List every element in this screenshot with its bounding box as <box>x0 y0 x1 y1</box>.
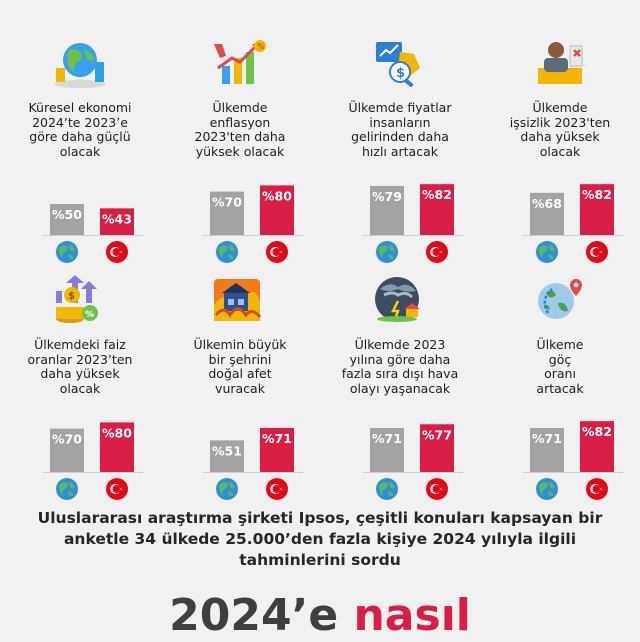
world-globe-icon <box>216 478 238 500</box>
indicator-label-line: Küresel ekonomi <box>28 100 132 115</box>
extreme-weather-icon <box>370 275 430 325</box>
indicator-label <box>5 101 155 159</box>
headline-question: nasıl <box>353 590 471 641</box>
world-globe-icon <box>376 241 398 263</box>
world-value-label: %50 <box>52 207 82 222</box>
indicator-label-line: hızlı artacak <box>361 143 438 159</box>
world-globe-icon <box>376 478 398 500</box>
turkey-flag-icon <box>266 241 288 263</box>
indicator-label-line: Ülkemde fiyatlar <box>348 100 452 115</box>
natural-disaster-icon <box>210 275 270 325</box>
turkey-value-label: %82 <box>582 424 612 440</box>
svg-text:$: $ <box>68 291 75 302</box>
turkey-flag-icon <box>426 241 448 263</box>
indicator-label <box>5 338 155 396</box>
indicator-label-line: Ülkemde <box>212 100 268 115</box>
bar-pair <box>485 422 635 472</box>
indicator-label-line: artacak <box>536 380 584 396</box>
world-globe-icon <box>56 478 78 500</box>
indicator-label-line: enflasyon <box>209 114 271 130</box>
turkey-value-label: %82 <box>582 187 612 203</box>
turkey-flag-icon <box>586 478 608 500</box>
world-value-label: %70 <box>212 194 242 210</box>
svg-text:$: $ <box>396 66 406 81</box>
world-value-label: %68 <box>532 195 562 211</box>
indicator-label-line: oranlar 2023’ten <box>27 351 133 367</box>
rising-prices-icon <box>370 38 430 88</box>
turkey-value-label: %71 <box>262 430 292 446</box>
indicator-label <box>325 338 475 396</box>
turkey-flag-icon <box>266 478 288 500</box>
indicator-label-line: olayı yaşanacak <box>349 380 451 396</box>
indicator-label-line: yüksek olacak <box>195 143 285 159</box>
world-value-label: %70 <box>52 431 82 447</box>
indicator-label <box>165 101 315 159</box>
world-value-label: %79 <box>372 189 402 205</box>
bar-pair <box>5 422 155 472</box>
inflation-chart-icon <box>210 38 270 88</box>
turkey-value-label: %43 <box>102 211 132 227</box>
turkey-flag-icon <box>106 241 128 263</box>
turkey-flag-icon <box>586 241 608 263</box>
indicator-label <box>165 338 315 396</box>
migration-icon <box>530 275 590 325</box>
indicator-label <box>485 338 635 396</box>
world-globe-icon <box>536 241 558 263</box>
indicator-label-line: olacak <box>59 380 101 396</box>
indicator-label-line: Ülkeme <box>536 337 584 352</box>
indicator-label-line: 2024’te 2023’e <box>32 114 128 130</box>
headline-year: 2024’e <box>169 590 354 641</box>
indicator-label-line: işsizlik 2023'ten <box>509 114 611 130</box>
indicator-label-line: doğal afet <box>208 366 272 381</box>
bar-pair <box>5 185 155 235</box>
indicator-label-line: daha yüksek <box>520 129 600 144</box>
globe-growth-icon <box>50 38 110 88</box>
indicator-label <box>325 101 475 159</box>
world-globe-icon <box>216 241 238 263</box>
bar-pair <box>165 185 315 235</box>
indicator-label-line: vuracak <box>215 380 265 396</box>
indicator-label-line: olacak <box>539 143 581 159</box>
svg-text:%: % <box>257 42 265 51</box>
bar-pair <box>485 185 635 235</box>
turkey-value-label: %80 <box>262 188 292 204</box>
turkey-flag-icon <box>106 478 128 500</box>
indicator-label-line: göç <box>548 351 572 367</box>
indicator-label-line: göre daha güçlü <box>29 129 131 144</box>
indicator-label-line: oranı <box>544 366 576 381</box>
survey-caption: Uluslararası araştırma şirketi Ipsos, çeşitli konuları kapsayan bir anketle 34 ülkede 25.000’den fazla kişiye 2024 yılıyla ilgili tahminlerini sordu <box>37 509 603 569</box>
interest-rate-icon <box>50 275 110 325</box>
indicator-label-line: Ülkemde 2023 <box>354 337 446 352</box>
world-value-label: %51 <box>212 443 242 459</box>
turkey-flag-icon <box>426 478 448 500</box>
unemployment-icon <box>530 38 590 88</box>
bar-pair <box>325 185 475 235</box>
indicator-label-line: daha yüksek <box>40 366 120 381</box>
world-value-label: %71 <box>532 430 562 446</box>
turkey-value-label: %77 <box>422 427 452 443</box>
indicator-label-line: fazla sıra dışı hava <box>341 366 459 381</box>
bar-pair <box>325 422 475 472</box>
indicator-label-line: gelirinden daha <box>351 129 449 144</box>
svg-text:%: % <box>85 310 95 320</box>
indicator-label-line: 2023'ten daha <box>194 129 286 144</box>
indicator-label-line: Ülkemde <box>532 100 588 115</box>
indicator-label-line: olacak <box>59 143 101 159</box>
indicator-label-line: yılına göre daha <box>349 351 451 367</box>
indicator-label-line: insanların <box>369 114 431 130</box>
world-globe-icon <box>56 241 78 263</box>
world-globe-icon <box>536 478 558 500</box>
indicator-label-line: Ülkemdeki faiz <box>34 337 126 352</box>
headline <box>0 590 640 642</box>
turkey-value-label: %80 <box>102 425 132 441</box>
indicator-label-line: bir şehrini <box>208 351 272 367</box>
world-value-label: %71 <box>372 430 402 446</box>
indicator-label <box>485 101 635 159</box>
bar-pair <box>165 422 315 472</box>
turkey-value-label: %82 <box>422 187 452 203</box>
indicator-label-line: Ülkemin büyük <box>193 337 287 352</box>
